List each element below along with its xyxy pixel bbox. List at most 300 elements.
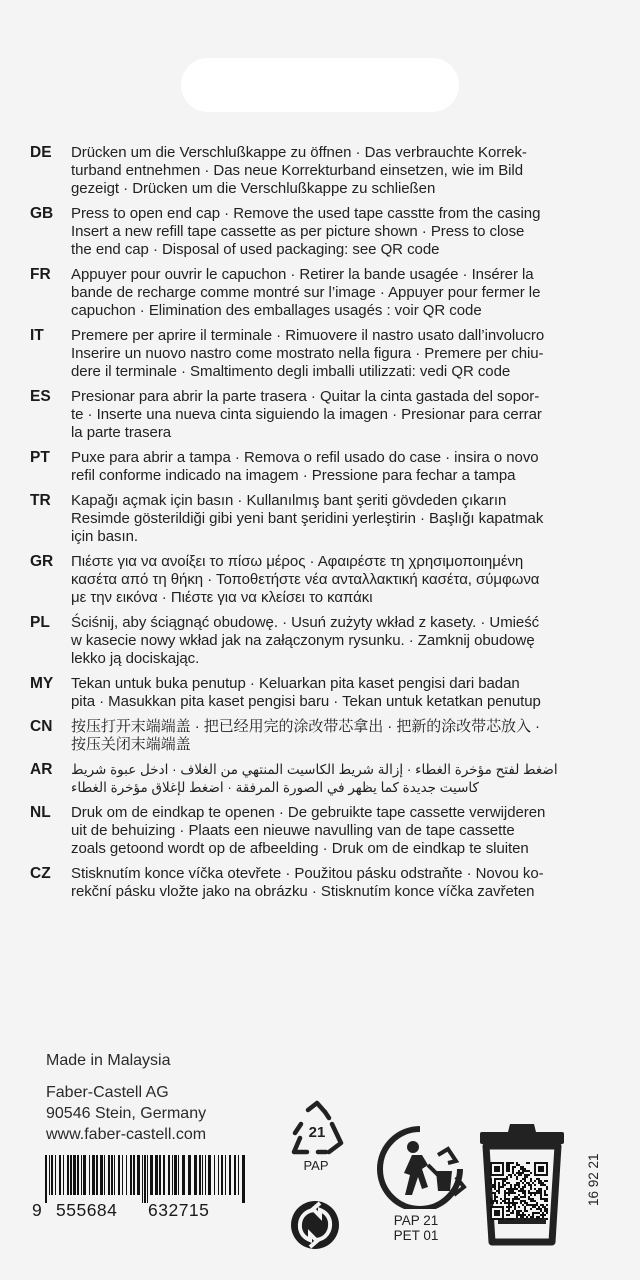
qr-module xyxy=(514,1208,516,1210)
qr-module xyxy=(542,1184,544,1186)
qr-module xyxy=(520,1216,522,1218)
language-code: GB xyxy=(30,205,54,222)
qr-module xyxy=(508,1202,510,1204)
qr-module xyxy=(536,1208,538,1210)
qr-module xyxy=(540,1198,542,1200)
qr-module xyxy=(520,1174,522,1176)
qr-module xyxy=(514,1174,516,1176)
qr-module xyxy=(522,1204,524,1206)
qr-module xyxy=(540,1218,542,1220)
qr-module xyxy=(508,1210,510,1212)
language-code: ES xyxy=(30,388,51,405)
qr-module xyxy=(500,1198,502,1200)
barcode-bar xyxy=(100,1155,103,1195)
qr-module xyxy=(540,1196,542,1198)
qr-module xyxy=(504,1184,506,1186)
qr-module xyxy=(504,1198,506,1200)
barcode-bar xyxy=(59,1155,61,1195)
barcode-bar xyxy=(67,1155,69,1195)
qr-module xyxy=(540,1194,542,1196)
qr-module xyxy=(522,1178,524,1180)
instruction-gr xyxy=(30,553,610,607)
qr-module xyxy=(524,1184,526,1186)
qr-module xyxy=(522,1212,524,1214)
qr-module xyxy=(510,1212,512,1214)
qr-module xyxy=(530,1198,532,1200)
qr-module xyxy=(544,1198,546,1200)
qr-module xyxy=(522,1200,524,1202)
qr-module xyxy=(538,1166,544,1172)
qr-module xyxy=(534,1200,536,1202)
qr-module xyxy=(530,1194,532,1196)
barcode-bar xyxy=(214,1155,215,1195)
qr-module xyxy=(540,1208,542,1210)
recycle-label: PAP xyxy=(303,1158,329,1173)
qr-module xyxy=(522,1182,524,1184)
qr-module xyxy=(490,1188,492,1190)
qr-module xyxy=(508,1218,510,1220)
qr-module xyxy=(540,1184,542,1186)
qr-module xyxy=(500,1186,502,1188)
qr-module xyxy=(504,1200,506,1202)
qr-module xyxy=(500,1178,502,1180)
qr-module xyxy=(530,1178,532,1180)
qr-module xyxy=(508,1198,510,1200)
qr-module xyxy=(496,1178,498,1180)
qr-module xyxy=(532,1182,534,1184)
barcode-bar xyxy=(63,1155,64,1195)
barcode-bar xyxy=(77,1155,79,1195)
qr-module xyxy=(502,1182,504,1184)
qr-module xyxy=(506,1210,508,1212)
barcode-bar xyxy=(55,1155,56,1195)
instruction-cn xyxy=(30,718,610,754)
qr-module xyxy=(536,1202,538,1204)
qr-module xyxy=(524,1176,526,1178)
qr-module xyxy=(508,1170,510,1172)
language-code: CZ xyxy=(30,865,51,882)
barcode-bar xyxy=(208,1155,211,1195)
qr-module xyxy=(530,1184,532,1186)
qr-module xyxy=(508,1166,510,1168)
qr-module xyxy=(526,1176,528,1178)
qr-module xyxy=(542,1216,544,1218)
qr-module xyxy=(498,1184,500,1186)
qr-module xyxy=(510,1192,512,1194)
instruction-fr xyxy=(30,266,610,320)
qr-module xyxy=(536,1212,538,1214)
qr-module xyxy=(508,1188,510,1190)
barcode-bar xyxy=(172,1155,173,1195)
barcode-bar xyxy=(147,1155,148,1203)
instruction-text: Appuyer pour ouvrir le capuchon · Retirer la bande usagée · Insérer la bande de recharge comme montré sur l’image · Appuyer pour fermer le capuchon · Elimination des emballages usagés : voir QR code xyxy=(71,266,541,319)
qr-module xyxy=(516,1164,518,1166)
qr-module xyxy=(512,1192,514,1194)
qr-module xyxy=(546,1186,548,1188)
qr-module xyxy=(496,1190,498,1192)
qr-module xyxy=(542,1182,544,1184)
qr-module xyxy=(544,1208,546,1210)
qr-module xyxy=(544,1180,546,1182)
qr-module xyxy=(506,1164,508,1166)
qr-module xyxy=(498,1188,500,1190)
instruction-pl xyxy=(30,614,610,668)
qr-module xyxy=(534,1180,536,1182)
made-in-label: Made in Malaysia xyxy=(46,1052,171,1069)
qr-module xyxy=(538,1178,540,1180)
qr-module xyxy=(504,1192,506,1194)
barcode-bar xyxy=(174,1155,177,1195)
qr-module xyxy=(514,1166,516,1168)
qr-module xyxy=(518,1186,520,1188)
qr-module xyxy=(506,1176,508,1178)
language-code: AR xyxy=(30,761,53,778)
qr-module xyxy=(492,1192,494,1194)
qr-module xyxy=(534,1188,536,1190)
barcode-bar xyxy=(242,1155,245,1203)
qr-module xyxy=(524,1174,526,1176)
qr-module xyxy=(528,1170,530,1172)
qr-module xyxy=(526,1170,528,1172)
qr-module xyxy=(510,1218,512,1220)
qr-module xyxy=(520,1214,522,1216)
qr-module xyxy=(512,1166,514,1168)
qr-module xyxy=(506,1188,508,1190)
qr-module xyxy=(532,1192,534,1194)
qr-module xyxy=(516,1188,518,1190)
qr-module xyxy=(508,1182,510,1184)
qr-module xyxy=(534,1212,536,1214)
instruction-text: Πιέστε για να ανοίξει το πίσω μέρος · Αφαιρέστε τη χρησιμοποιημένη κασέτα από τη θήκη · Τοποθετήστε νέα ανταλλακτική κασέτα, σύμφωνα με την εικόνα · Πιέστε για να κλείσει το καπάκι xyxy=(71,553,540,606)
barcode xyxy=(45,1155,245,1203)
qr-module xyxy=(526,1202,528,1204)
qr-module xyxy=(536,1190,538,1192)
qr-module xyxy=(524,1206,526,1208)
qr-module xyxy=(506,1198,508,1200)
qr-module xyxy=(534,1194,536,1196)
qr-module xyxy=(518,1214,520,1216)
qr-module xyxy=(524,1170,526,1172)
qr-module xyxy=(506,1168,508,1170)
qr-module xyxy=(524,1192,526,1194)
qr-module xyxy=(532,1200,534,1202)
language-code: PL xyxy=(30,614,50,631)
qr-module xyxy=(530,1172,532,1174)
qr-module xyxy=(514,1186,516,1188)
barcode-bar xyxy=(81,1155,82,1195)
qr-module xyxy=(514,1202,516,1204)
qr-module xyxy=(524,1190,526,1192)
qr-module xyxy=(504,1178,506,1180)
qr-module xyxy=(494,1186,496,1188)
instruction-text: Puxe para abrir a tampa · Remova o refil usado do case · insira o novo refil conforme indicado na imagem · Pressione para fechar a tampa xyxy=(71,449,539,484)
qr-module xyxy=(516,1210,518,1212)
qr-module xyxy=(512,1218,514,1220)
company-website: www.faber-castell.com xyxy=(46,1126,207,1143)
instruction-my xyxy=(30,675,610,711)
instruction-text: Tekan untuk buka penutup · Keluarkan pita kaset pengisi dari badan pita · Masukkan pita kaset pengisi baru · Tekan untuk ketatkan penutup xyxy=(71,675,541,710)
barcode-bar xyxy=(96,1155,98,1195)
qr-module xyxy=(518,1170,520,1172)
barcode-bar xyxy=(118,1155,120,1195)
qr-module xyxy=(546,1194,548,1196)
qr-module xyxy=(540,1214,542,1216)
barcode-bar xyxy=(225,1155,226,1195)
qr-module xyxy=(490,1200,492,1202)
qr-module xyxy=(524,1178,526,1180)
qr-module xyxy=(524,1186,526,1188)
qr-module xyxy=(494,1182,496,1184)
language-code: IT xyxy=(30,327,44,344)
company-street: 90546 Stein, Germany xyxy=(46,1105,207,1122)
qr-module xyxy=(522,1188,524,1190)
qr-module xyxy=(538,1192,540,1194)
instruction-tr xyxy=(30,492,610,546)
barcode-bar xyxy=(126,1155,127,1195)
qr-module xyxy=(544,1190,546,1192)
qr-module xyxy=(498,1190,500,1192)
qr-module xyxy=(498,1178,500,1180)
qr-module xyxy=(514,1206,516,1208)
qr-module xyxy=(508,1214,510,1216)
qr-module xyxy=(516,1214,518,1216)
qr-module xyxy=(522,1216,524,1218)
qr-module xyxy=(510,1186,512,1188)
language-code: MY xyxy=(30,675,54,692)
instruction-es xyxy=(30,388,610,442)
qr-module xyxy=(520,1196,522,1198)
barcode-bar xyxy=(51,1155,53,1195)
qr-module xyxy=(522,1172,524,1174)
qr-module xyxy=(494,1210,500,1216)
qr-module xyxy=(506,1170,508,1172)
qr-module xyxy=(490,1180,492,1182)
barcode-bar xyxy=(229,1155,231,1195)
qr-module xyxy=(530,1188,532,1190)
qr-module xyxy=(494,1180,496,1182)
recycling-code-pap: PAP 21 xyxy=(393,1213,439,1228)
qr-module xyxy=(538,1190,540,1192)
qr-module xyxy=(520,1168,522,1170)
qr-module xyxy=(496,1200,498,1202)
qr-module xyxy=(490,1198,492,1200)
qr-module xyxy=(502,1178,504,1180)
qr-module xyxy=(546,1218,548,1220)
qr-module xyxy=(508,1200,510,1202)
qr-module xyxy=(532,1212,534,1214)
qr-module xyxy=(528,1198,530,1200)
qr-module xyxy=(528,1204,530,1206)
side-code: 16 92 21 xyxy=(586,1153,601,1206)
instruction-text: Drücken um die Verschlußkappe zu öffnen · Das verbrauchte Korrek- turband entnehmen · Das neue Korrekturband einsetzen, wie im Bild gezeigt · Drücken um die Verschlußkappe zu schließen xyxy=(71,144,527,197)
qr-module xyxy=(538,1216,540,1218)
recycle-pap-icon xyxy=(286,1100,348,1158)
qr-module xyxy=(544,1200,546,1202)
qr-module xyxy=(530,1180,532,1182)
recycle-number: 21 xyxy=(308,1124,326,1141)
qr-module xyxy=(496,1202,498,1204)
qr-module xyxy=(532,1216,534,1218)
qr-module xyxy=(520,1172,522,1174)
barcode-bar xyxy=(221,1155,223,1195)
instruction-nl xyxy=(30,804,610,858)
qr-module xyxy=(508,1190,510,1192)
qr-module xyxy=(530,1216,532,1218)
qr-module xyxy=(494,1198,496,1200)
qr-module xyxy=(538,1212,540,1214)
qr-module xyxy=(494,1166,500,1172)
qr-module xyxy=(516,1198,518,1200)
qr-module xyxy=(522,1170,524,1172)
qr-module xyxy=(494,1192,496,1194)
qr-module xyxy=(498,1182,500,1184)
qr-module xyxy=(528,1182,530,1184)
qr-module xyxy=(492,1200,494,1202)
qr-module xyxy=(526,1174,528,1176)
qr-module xyxy=(504,1202,506,1204)
qr-module xyxy=(514,1196,516,1198)
qr-module xyxy=(532,1206,534,1208)
barcode-first-digit: 9 xyxy=(32,1200,43,1220)
qr-module xyxy=(516,1216,518,1218)
qr-module xyxy=(542,1214,544,1216)
qr-module xyxy=(506,1182,508,1184)
qr-module xyxy=(546,1188,548,1190)
qr-module xyxy=(544,1184,546,1186)
qr-module xyxy=(516,1202,518,1204)
qr-module xyxy=(512,1162,514,1164)
qr-module xyxy=(506,1206,508,1208)
qr-module xyxy=(522,1214,524,1216)
qr-module xyxy=(510,1184,512,1186)
qr-module xyxy=(510,1162,512,1164)
qr-module xyxy=(490,1202,492,1204)
qr-module xyxy=(494,1184,496,1186)
language-code: CN xyxy=(30,718,53,735)
qr-module xyxy=(540,1182,542,1184)
instruction-text: Ściśnij, aby ściągnąć obudowę. · Usuń zużyty wkład z kasety. · Umieść w kasecie nowy wkład jak na załączonym rysunku. · Zamknij obudowę lekko ją dociskając. xyxy=(71,614,540,667)
qr-module xyxy=(498,1186,500,1188)
qr-module xyxy=(510,1174,512,1176)
qr-module xyxy=(528,1196,530,1198)
qr-module xyxy=(532,1214,534,1216)
instruction-ar xyxy=(30,761,610,797)
qr-module xyxy=(518,1174,520,1176)
qr-module xyxy=(514,1198,516,1200)
barcode-bar xyxy=(182,1155,185,1195)
qr-module xyxy=(532,1198,534,1200)
instruction-text: Press to open end cap · Remove the used tape casstte from the casing Insert a new refill tape cassette as per picture shown · Press to close the end cap · Disposal of used packaging: see QR code xyxy=(71,205,541,258)
instruction-text: Druk om de eindkap te openen · De gebruikte tape cassette verwijderen uit de behuizing · Plaats een nieuwe navulling van de tape cassette zoals getoond wordt op de afbeelding · Druk om de eindkap te sluiten xyxy=(71,804,546,857)
qr-module xyxy=(490,1182,492,1184)
instruction-gb xyxy=(30,205,610,259)
qr-module xyxy=(508,1204,510,1206)
qr-module xyxy=(524,1200,526,1202)
company-address xyxy=(46,1082,206,1145)
qr-module xyxy=(518,1172,520,1174)
qr-module xyxy=(506,1162,508,1164)
qr-code[interactable] xyxy=(490,1162,548,1220)
qr-module xyxy=(530,1208,532,1210)
barcode-bar xyxy=(130,1155,132,1195)
qr-module xyxy=(542,1206,544,1208)
qr-module xyxy=(542,1212,544,1214)
barcode-bar xyxy=(178,1155,179,1195)
qr-module xyxy=(538,1180,540,1182)
barcode-bar xyxy=(205,1155,206,1195)
instruction-text: Presionar para abrir la parte trasera · Quitar la cinta gastada del sopor- te · Inserte una nueva cinta siguiendo la imagen · Presionar para cerrar la parte trasera xyxy=(71,388,542,441)
instruction-pt xyxy=(30,449,610,485)
qr-module xyxy=(508,1174,510,1176)
qr-module xyxy=(506,1218,508,1220)
qr-module xyxy=(540,1192,542,1194)
qr-module xyxy=(518,1198,520,1200)
language-code: FR xyxy=(30,266,51,283)
qr-module xyxy=(520,1202,522,1204)
language-code: TR xyxy=(30,492,51,509)
qr-module xyxy=(520,1210,522,1212)
qr-module xyxy=(524,1196,526,1198)
qr-module xyxy=(492,1184,494,1186)
language-code: NL xyxy=(30,804,51,821)
qr-module xyxy=(510,1202,512,1204)
qr-module xyxy=(536,1218,538,1220)
qr-module xyxy=(534,1184,536,1186)
qr-module xyxy=(494,1188,496,1190)
qr-module xyxy=(528,1192,530,1194)
qr-module xyxy=(506,1192,508,1194)
barcode-bar xyxy=(202,1155,203,1195)
qr-module xyxy=(500,1202,502,1204)
barcode-bar xyxy=(218,1155,219,1195)
qr-module xyxy=(518,1164,520,1166)
qr-module xyxy=(534,1192,536,1194)
qr-module xyxy=(536,1178,538,1180)
qr-module xyxy=(520,1166,522,1168)
qr-module xyxy=(516,1172,518,1174)
barcode-bar xyxy=(104,1155,105,1195)
qr-module xyxy=(508,1192,510,1194)
qr-module xyxy=(528,1184,530,1186)
qr-module xyxy=(546,1198,548,1200)
qr-module xyxy=(508,1208,510,1210)
barcode-bar xyxy=(199,1155,201,1195)
qr-module xyxy=(546,1212,548,1214)
recycling-codes xyxy=(378,1213,454,1243)
barcode-bar xyxy=(133,1155,135,1195)
barcode-bar xyxy=(168,1155,170,1195)
qr-module xyxy=(494,1194,496,1196)
barcode-bar xyxy=(111,1155,113,1195)
qr-module xyxy=(510,1176,512,1178)
qr-module xyxy=(526,1182,528,1184)
qr-module xyxy=(512,1210,514,1212)
qr-module xyxy=(514,1184,516,1186)
qr-module xyxy=(512,1202,514,1204)
qr-module xyxy=(490,1178,492,1180)
qr-module xyxy=(530,1200,532,1202)
qr-module xyxy=(538,1182,540,1184)
qr-module xyxy=(522,1186,524,1188)
qr-module xyxy=(526,1210,528,1212)
recycling-code-pet: PET 01 xyxy=(393,1228,439,1243)
qr-module xyxy=(504,1180,506,1182)
qr-module xyxy=(540,1190,542,1192)
instruction-it xyxy=(30,327,610,381)
barcode-bar xyxy=(92,1155,95,1195)
qr-module xyxy=(538,1206,540,1208)
qr-module xyxy=(494,1178,496,1180)
